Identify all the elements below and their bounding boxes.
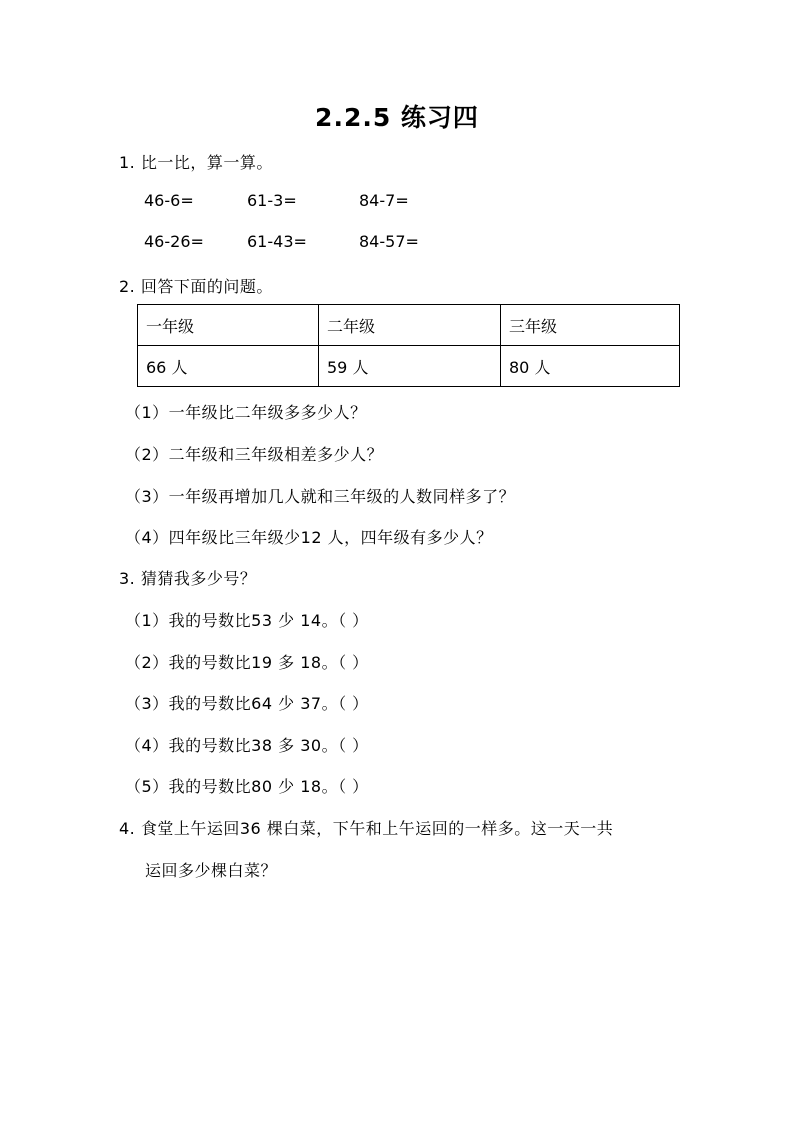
calc-item: 46-6=	[144, 191, 194, 210]
page-title: 2.2.5 练习四	[315, 103, 479, 132]
q4-line: 运回多少棵白菜？	[145, 861, 278, 880]
calc-item: 61-3=	[247, 191, 297, 210]
q2-item: （2）二年级和三年级相差多少人？	[125, 445, 384, 464]
q3-item: （4）我的号数比38 多 30。（ ）	[125, 736, 369, 755]
q3-heading: 3. 猜猜我多少号？	[119, 569, 257, 588]
table-cell: 80 人	[501, 346, 680, 387]
table-cell: 三年级	[501, 305, 680, 346]
calc-item: 46-26=	[144, 232, 204, 251]
q3-item: （5）我的号数比80 少 18。（ ）	[125, 777, 369, 796]
table-cell: 一年级	[138, 305, 319, 346]
q2-item: （4）四年级比三年级少12 人，四年级有多少人？	[125, 528, 493, 547]
table-header-row	[138, 305, 680, 346]
calc-item: 84-7=	[359, 191, 409, 210]
calc-item: 61-43=	[247, 232, 307, 251]
q1-heading: 1. 比一比，算一算。	[119, 153, 273, 172]
q2-heading: 2. 回答下面的问题。	[119, 277, 273, 296]
table-cell: 59 人	[319, 346, 501, 387]
table-row	[138, 346, 680, 387]
q2-item: （1）一年级比二年级多多少人？	[125, 403, 367, 422]
q4-line: 4. 食堂上午运回36 棵白菜，下午和上午运回的一样多。这一天一共	[119, 819, 614, 838]
q3-item: （1）我的号数比53 少 14。（ ）	[125, 611, 369, 630]
grade-count-table	[137, 304, 680, 387]
table-cell: 二年级	[319, 305, 501, 346]
calc-item: 84-57=	[359, 232, 419, 251]
q3-item: （3）我的号数比64 少 37。（ ）	[125, 694, 369, 713]
q2-item: （3）一年级再增加几人就和三年级的人数同样多了？	[125, 487, 516, 506]
q3-item: （2）我的号数比19 多 18。（ ）	[125, 653, 369, 672]
table-cell: 66 人	[138, 346, 319, 387]
